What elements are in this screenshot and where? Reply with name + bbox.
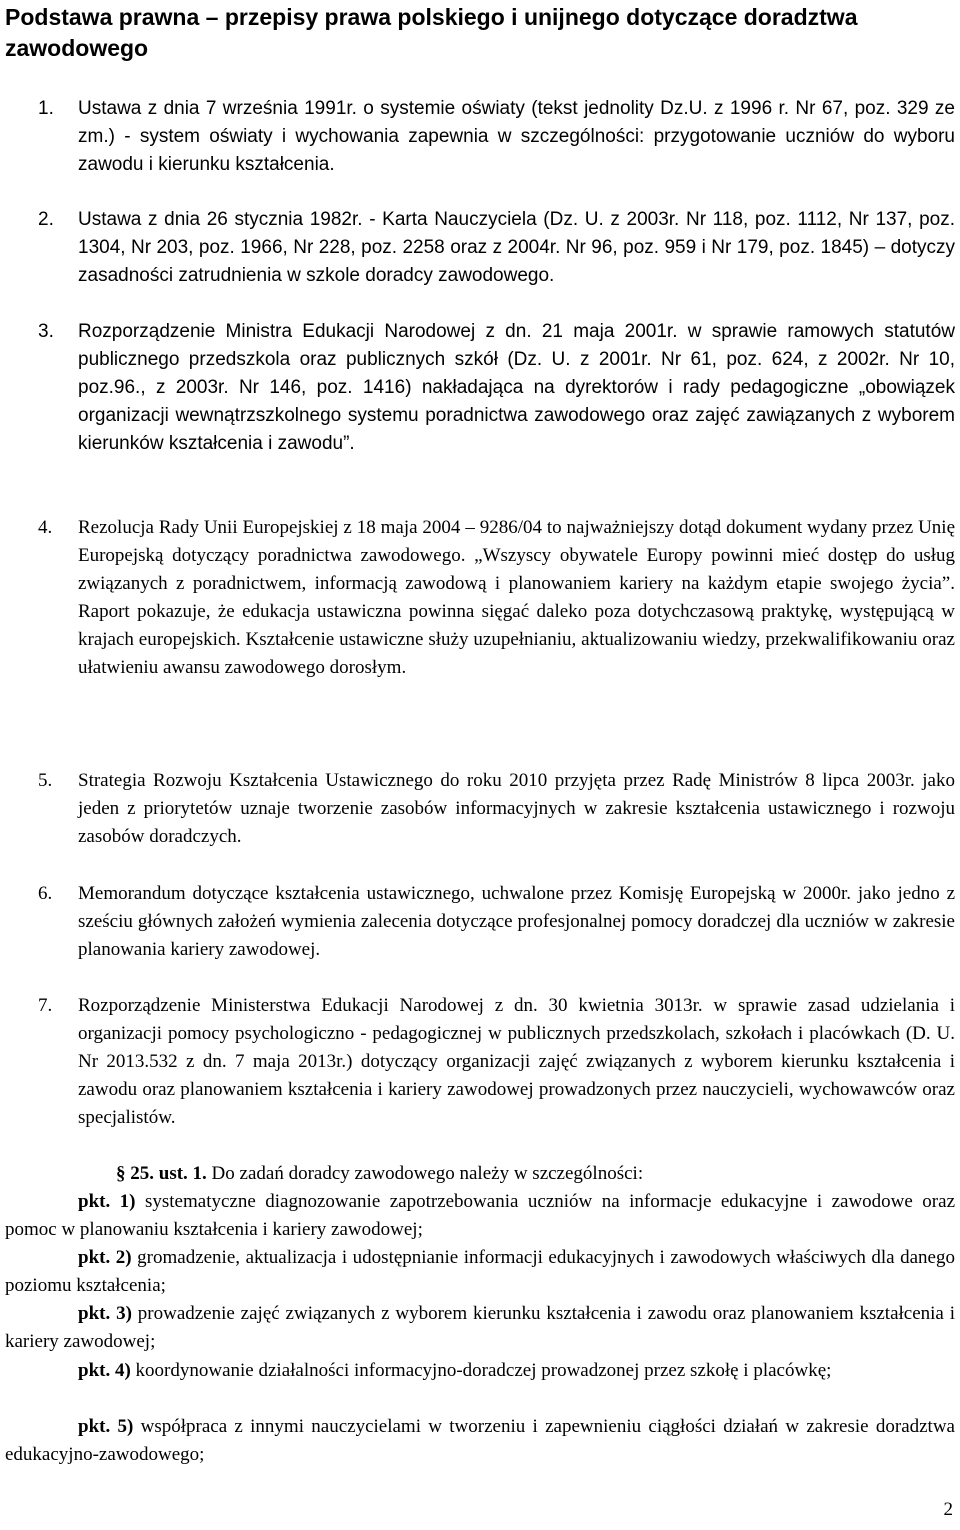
point-label: pkt. 5) [78, 1416, 134, 1437]
list-item-text: Rozporządzenie Ministerstwa Edukacji Narodowej z dn. 30 kwietnia 3013r. w sprawie zasad udzielania i organizacji pomocy psychologiczno - pedagogicznej w publicznych przedszkolach, szkołach i placówkach (D. U. Nr 2013.532 z dn. 7 maja 2013r.) dotyczący organizacji zajęć związanych z wyborem kierunku kształcenia i zawodu oraz planowaniem kształcenia i kariery zawodowej prowadzonych przez nauczycieli, wychowawców oraz specjalistów. [78, 995, 955, 1128]
point-label: pkt. 4) [78, 1360, 131, 1381]
list-item-text: Strategia Rozwoju Kształcenia Ustawicznego do roku 2010 przyjęta przez Radę Ministrów 8 lipca 2003r. jako jeden z priorytetów uznaje tworzenie zasobów informacyjnych w zakresie kształcenia ustawicznego i rozwoju zasobów doradczych. [78, 770, 955, 847]
point-3 [5, 1300, 955, 1356]
point-4 [5, 1357, 955, 1385]
point-5 [5, 1413, 955, 1469]
point-text: współpraca z innymi nauczycielami w tworzeniu i zapewnieniu ciągłości działań w zakresie doradztwa edukacyjno-zawodowego; [5, 1416, 955, 1465]
list-item-6 [0, 880, 960, 964]
point-label: pkt. 3) [78, 1303, 132, 1324]
point-text: systematyczne diagnozowanie zapotrzebowania uczniów na informacje edukacyjne i zawodowe oraz pomoc w planowaniu kształcenia i kariery zawodowej; [5, 1191, 955, 1240]
list-item-number: 7. [38, 995, 53, 1016]
list-item-text: Rozporządzenie Ministra Edukacji Narodowej z dn. 21 maja 2001r. w sprawie ramowych statutów publicznego przedszkola oraz publicznych szkół (Dz. U. z 2001r. Nr 61, poz. 624, z 2002r. Nr 10, poz.96., z 2003r. Nr 146, poz. 1416) nakładająca na dyrektorów i rady pedagogiczne „obowiązek organizacji wewnątrzszkolnego systemu poradnictwa zawodowego oraz zajęć zawiązanych z wyborem kierunków kształcenia i zawodu”. [78, 321, 955, 454]
point-text: prowadzenie zajęć związanych z wyborem kierunku kształcenia i zawodu oraz planowaniem kształcenia i kariery zawodowej; [5, 1303, 955, 1352]
point-1 [5, 1188, 955, 1244]
list-item-number: 5. [38, 770, 53, 791]
list-item-4 [0, 514, 960, 682]
list-item-number: 4. [38, 517, 53, 538]
point-label: pkt. 2) [78, 1247, 132, 1268]
list-item-number: 1. [38, 98, 54, 119]
section-25-paragraph [78, 1160, 955, 1188]
list-item-text: Rezolucja Rady Unii Europejskiej z 18 maja 2004 – 9286/04 to najważniejszy dotąd dokument wydany przez Unię Europejską dotyczący poradnictwa zawodowego. „Wszyscy obywatele Europy powinni mieć dostęp do usług związanych z poradnictwem, informacją zawodową i planowaniem kariery na każdym etapie swojego życia”. Raport pokazuje, że edukacja ustawiczna powinna sięgać daleko poza dotychczasową praktykę, występującą w krajach europejskich. Kształcenie ustawiczne służy uzupełnianiu, aktualizowaniu wiedzy, przekwalifikowaniu oraz ułatwieniu awansu zawodowego dorosłym. [78, 517, 955, 678]
list-item-text: Memorandum dotyczące kształcenia ustawicznego, uchwalone przez Komisję Europejską w 2000r. jako jedno z sześciu głównych założeń wymienia zalecenia dotyczące profesjonalnej pomocy doradczej dla uczniów w zakresie planowania kariery zawodowej. [78, 883, 955, 960]
list-item-5 [0, 767, 960, 851]
section-reference: § 25. ust. 1. [116, 1163, 207, 1184]
point-2 [5, 1244, 955, 1300]
point-text: gromadzenie, aktualizacja i udostępnianie informacji edukacyjnych i zawodowych właściwych dla danego poziomu kształcenia; [5, 1247, 955, 1296]
document-title: Podstawa prawna – przepisy prawa polskiego i unijnego dotyczące doradztwa zawodowego [5, 4, 858, 61]
page-number: 2 [943, 1499, 953, 1520]
list-item-number: 2. [38, 209, 54, 230]
list-item-number: 6. [38, 883, 53, 904]
list-item-7 [0, 992, 960, 1132]
list-item-text: Ustawa z dnia 7 września 1991r. o systemie oświaty (tekst jednolity Dz.U. z 1996 r. Nr 67, poz. 329 ze zm.) - system oświaty i wychowania zapewnia w szczególności: przygotowanie uczniów do wyboru zawodu i kierunku kształcenia. [78, 98, 955, 175]
list-item-number: 3. [38, 321, 54, 342]
list-item-1 [0, 95, 960, 179]
list-item-text: Ustawa z dnia 26 stycznia 1982r. - Karta Nauczyciela (Dz. U. z 2003r. Nr 118, poz. 1112, Nr 137, poz. 1304, Nr 203, poz. 1966, Nr 228, poz. 2258 oraz z 2004r. Nr 96, poz. 959 i Nr 179, poz. 1845) – dotyczy zasadności zatrudnienia w szkole doradcy zawodowego. [78, 209, 955, 286]
list-item-3 [0, 318, 960, 458]
point-text: koordynowanie działalności informacyjno-doradczej prowadzonej przez szkołę i placówkę; [135, 1360, 832, 1381]
section-text: Do zadań doradcy zawodowego należy w szczególności: [211, 1163, 644, 1184]
point-label: pkt. 1) [78, 1191, 136, 1212]
list-item-2 [0, 206, 960, 290]
